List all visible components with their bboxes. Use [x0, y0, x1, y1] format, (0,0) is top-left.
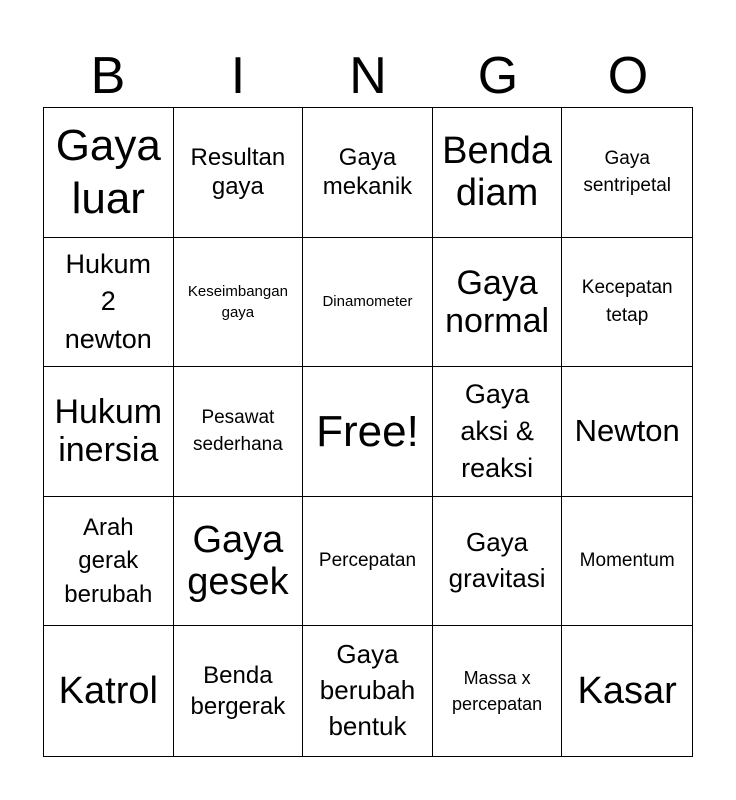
bingo-cell[interactable] [433, 497, 563, 627]
free-space-cell[interactable] [303, 367, 433, 497]
bingo-cell[interactable] [44, 108, 174, 238]
cell-label: Hukum 2 newton [64, 249, 152, 354]
cell-label: Benda diam [442, 129, 553, 215]
cell-label: Gaya normal [445, 263, 550, 340]
bingo-cell[interactable] [562, 367, 692, 497]
bingo-header [43, 44, 693, 108]
bingo-cell[interactable] [174, 497, 304, 627]
bingo-cell[interactable] [174, 367, 304, 497]
cell-label: Resultan gaya [190, 144, 286, 201]
cell-label: Newton [574, 413, 680, 449]
bingo-cell[interactable] [44, 626, 174, 756]
cell-label: Arah gerak berubah [64, 513, 153, 608]
header-letter-b: B [90, 47, 126, 105]
bingo-cell[interactable] [303, 238, 433, 368]
cell-label: Kecepatan tetap [581, 277, 673, 326]
bingo-cell[interactable] [44, 497, 174, 627]
bingo-cell[interactable] [303, 108, 433, 238]
bingo-cell[interactable] [303, 626, 433, 756]
bingo-cell[interactable] [174, 626, 304, 756]
bingo-cell[interactable] [562, 497, 692, 627]
cell-label: Hukum inersia [54, 393, 163, 470]
cell-label: Gaya gesek [187, 518, 289, 604]
bingo-cell[interactable] [433, 367, 563, 497]
header-letter-i: I [230, 47, 246, 105]
cell-label: Gaya berubah bentuk [319, 639, 416, 742]
cell-label: Benda bergerak [190, 662, 286, 721]
header-letter-g: G [477, 47, 519, 105]
header-letter-o: O [607, 47, 649, 105]
cell-label: Katrol [58, 669, 158, 712]
cell-label: Keseimbangan gaya [187, 282, 288, 321]
bingo-cell[interactable] [174, 238, 304, 368]
cell-label: Gaya luar [55, 120, 161, 224]
cell-label: Kasar [577, 669, 677, 712]
cell-label: Percepatan [318, 550, 417, 572]
bingo-cell[interactable] [562, 108, 692, 238]
free-space-label: Free! [316, 406, 419, 456]
cell-label: Massa x percepatan [452, 668, 543, 715]
bingo-board [43, 107, 693, 757]
bingo-cell[interactable] [433, 626, 563, 756]
cell-label: Dinamometer [322, 292, 413, 310]
bingo-cell[interactable] [174, 108, 304, 238]
cell-label: Momentum [579, 550, 675, 572]
bingo-cell[interactable] [303, 497, 433, 627]
cell-label: Gaya aksi & reaksi [460, 378, 534, 484]
cell-label: Gaya gravitasi [448, 527, 546, 594]
cell-label: Gaya sentripetal [583, 147, 672, 197]
bingo-cell[interactable] [433, 108, 563, 238]
bingo-cell[interactable] [562, 238, 692, 368]
bingo-cell[interactable] [44, 238, 174, 368]
bingo-cell[interactable] [44, 367, 174, 497]
cell-label: Gaya mekanik [322, 144, 413, 201]
cell-label: Pesawat sederhana [192, 406, 283, 456]
bingo-cell[interactable] [433, 238, 563, 368]
header-letter-n: N [349, 47, 387, 105]
bingo-cell[interactable] [562, 626, 692, 756]
